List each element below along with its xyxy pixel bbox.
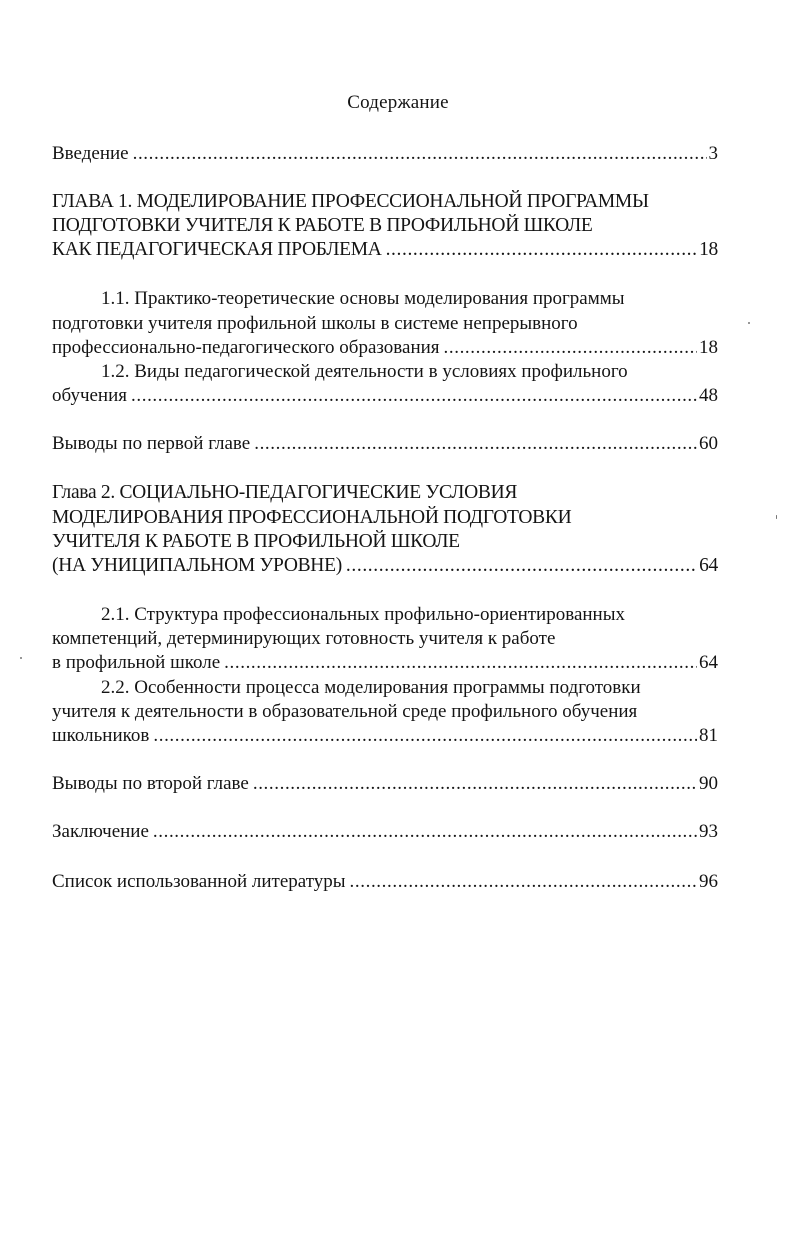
section-2-2-line: школьников xyxy=(52,725,150,746)
toc-page-number: 96 xyxy=(699,871,718,892)
toc-entry-conclusions-2 xyxy=(52,772,718,796)
section-1-1-line: подготовки учителя профильной школы в системе непрерывного xyxy=(52,313,578,334)
toc-heading: Содержание xyxy=(347,92,449,113)
toc-entry-section-1-1 xyxy=(52,336,718,360)
toc-entry-label: Список использованной литературы xyxy=(52,871,346,892)
section-1-2-line: обучения xyxy=(52,385,128,406)
chapter1-title-line: ГЛАВА 1. МОДЕЛИРОВАНИЕ ПРОФЕССИОНАЛЬНОЙ ПРОГРАММЫ xyxy=(52,191,649,212)
dot-leader xyxy=(386,238,698,262)
toc-page-number: 90 xyxy=(699,773,718,794)
toc-page-number: 3 xyxy=(708,143,718,164)
toc-entry-label: Выводы по первой главе xyxy=(52,433,251,454)
chapter2-title-line: МОДЕЛИРОВАНИЯ ПРОФЕССИОНАЛЬНОЙ ПОДГОТОВКИ xyxy=(52,507,572,528)
dot-leader xyxy=(224,651,697,675)
toc-entry-bibliography xyxy=(52,870,718,894)
chapter2-title-line: Глава 2. СОЦИАЛЬНО-ПЕДАГОГИЧЕСКИЕ УСЛОВИЯ xyxy=(52,482,518,503)
toc-entry-intro xyxy=(52,142,718,166)
dot-leader xyxy=(153,724,697,748)
toc-page-number: 18 xyxy=(699,337,718,358)
section-2-1-line: 2.1. Структура профессиональных профильно-ориентированных xyxy=(101,604,625,625)
toc-entry-chapter2 xyxy=(52,554,718,578)
chapter2-title-line: (НА УНИЦИПАЛЬНОМ УРОВНЕ) xyxy=(52,555,342,576)
dot-leader xyxy=(153,820,697,844)
section-1-1-line: 1.1. Практико-теоретические основы моделирования программы xyxy=(101,288,625,309)
toc-entry-label: Выводы по второй главе xyxy=(52,773,249,794)
chapter2-title-line: УЧИТЕЛЯ К РАБОТЕ В ПРОФИЛЬНОЙ ШКОЛЕ xyxy=(52,531,460,552)
section-1-2-line: 1.2. Виды педагогической деятельности в условиях профильного xyxy=(101,361,628,382)
scan-speck xyxy=(748,322,750,324)
dot-leader xyxy=(350,870,697,894)
toc-entry-section-2-2 xyxy=(52,724,718,748)
dot-leader xyxy=(254,432,697,456)
dot-leader xyxy=(133,142,707,166)
dot-leader xyxy=(253,772,697,796)
section-1-1-line: профессионально-педагогического образования xyxy=(52,337,440,358)
toc-page-number: 60 xyxy=(699,433,718,454)
section-2-2-line: учителя к деятельности в образовательной среде профильного обучения xyxy=(52,701,638,722)
toc-entry-label: Введение xyxy=(52,143,129,164)
section-2-1-line: в профильной школе xyxy=(52,652,221,673)
toc-entry-section-1-2 xyxy=(52,384,718,408)
toc-page-number: 18 xyxy=(699,239,718,260)
toc-entry-chapter1 xyxy=(52,238,718,262)
section-2-2-line: 2.2. Особенности процесса моделирования программы подготовки xyxy=(101,677,641,698)
toc-entry-conclusion xyxy=(52,820,718,844)
section-2-1-line: компетенций, детерминирующих готовность учителя к работе xyxy=(52,628,556,649)
scan-speck xyxy=(20,657,22,659)
toc-page-number: 93 xyxy=(699,821,718,842)
chapter1-title-line: ПОДГОТОВКИ УЧИТЕЛЯ К РАБОТЕ В ПРОФИЛЬНОЙ ШКОЛЕ xyxy=(52,215,593,236)
toc-entry-label: Заключение xyxy=(52,821,149,842)
toc-entry-section-2-1 xyxy=(52,651,718,675)
toc-entry-conclusions-1 xyxy=(52,432,718,456)
toc-page-number: 64 xyxy=(699,555,718,576)
scan-speck xyxy=(776,515,777,519)
toc-page-number: 64 xyxy=(699,652,718,673)
toc-page-number: 48 xyxy=(699,385,718,406)
chapter1-title-line: КАК ПЕДАГОГИЧЕСКАЯ ПРОБЛЕМА xyxy=(52,239,382,260)
dot-leader xyxy=(444,336,697,360)
dot-leader xyxy=(131,384,697,408)
dot-leader xyxy=(346,554,697,578)
toc-page-number: 81 xyxy=(699,725,718,746)
